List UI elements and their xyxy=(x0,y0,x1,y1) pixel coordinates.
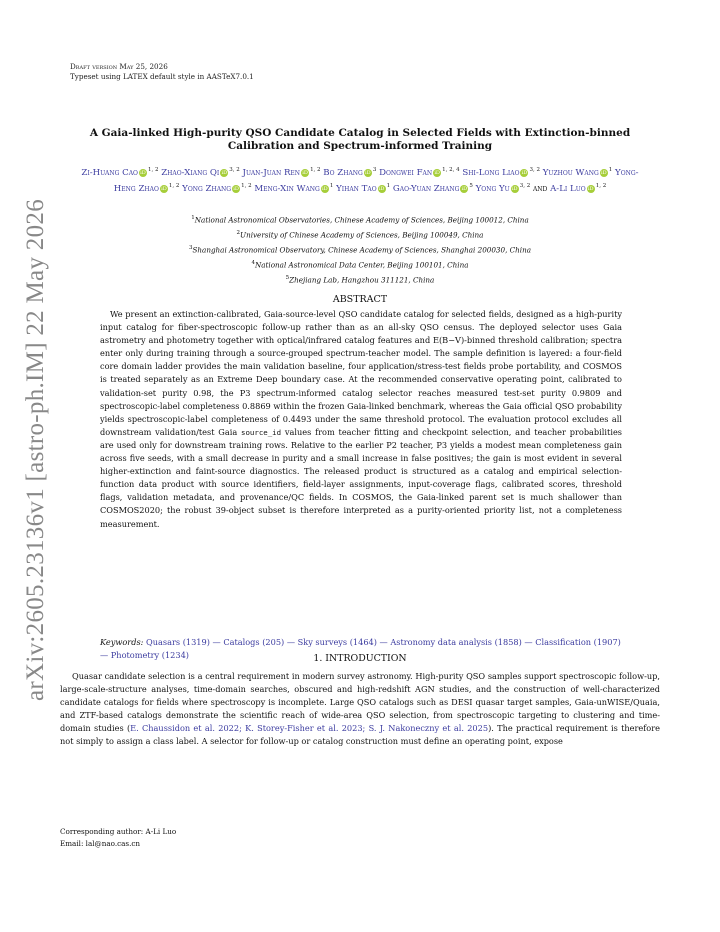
affiliation: $^4$National Astronomical Data Center, Beijing 100101, China xyxy=(251,259,469,270)
author-name[interactable]: Shi-Long Liao xyxy=(462,167,520,178)
keywords-list[interactable]: Quasars (1319) — Catalogs (205) — Sky surveys (1464) — Astronomy data analysis (1858) — Classification (1907) — Photometry (1234) xyxy=(100,637,621,660)
author-name[interactable]: Yihan Tao xyxy=(336,183,377,194)
orcid-icon[interactable]: iD xyxy=(322,185,328,192)
abstract-body xyxy=(100,308,622,531)
intro-paragraph xyxy=(60,670,660,749)
author-name[interactable]: Zhao-Xiang Qi xyxy=(161,167,220,178)
author-name[interactable]: Yong Yu xyxy=(475,183,510,194)
arxiv-stamp: arXiv:2605.23136v1 [astro-ph.IM] 22 May 2026 xyxy=(22,198,49,702)
author-email[interactable]: Email: lal@nao.cas.cn xyxy=(60,839,141,848)
intro-text-a: Quasar candidate selection is a central requirement in modern survey astronomy. High-purity QSO samples support spectroscopic follow-up, large-scale-structure analyses, time-domain searches, obscured and high-redshift AGN studies, and the construction of well-characterized candidate catalogs for fields where spectroscopy is incomplete. Large QSO catalogs such as DESI quasar target samples, Gaia-unWISE/Quaia, and ZTF-based catalogs demonstrate the scientific reach of wide-area QSO selection, from spectroscopic targeting to clustering and time-domain studies ( xyxy=(60,671,660,734)
author-name[interactable]: Gao-Yuan Zhang xyxy=(392,183,460,194)
orcid-icon[interactable]: iD xyxy=(378,185,385,192)
orcid-icon[interactable]: iD xyxy=(434,169,440,176)
orcid-icon[interactable]: iD xyxy=(600,169,607,176)
author-affil-marker: 1 xyxy=(608,167,613,173)
paper-title: A Gaia-linked High-purity QSO Candidate Catalog in Selected Fields with Extinction-binned Calibration and Spectrum-informed Training xyxy=(89,127,631,152)
author-name[interactable]: A-Li Luo xyxy=(550,183,586,194)
author-name[interactable]: Yong Zhang xyxy=(182,183,232,194)
abstract-heading: ABSTRACT xyxy=(332,294,388,305)
orcid-icon[interactable]: iD xyxy=(521,169,528,176)
author-affil-marker: 3, 2 xyxy=(519,182,531,189)
author-affil-marker: 3 xyxy=(372,167,377,173)
corresponding-author: Corresponding author: A-Li Luo xyxy=(60,827,177,836)
abstract-text-2: values from teacher fitting and checkpoint selection, and teacher probabilities are used only for downstream training rows. Relative to the earlier P2 teacher, P3 yields a modest mean completeness gain across five seeds, with a small decrease in purity and a small increase in false positives; the gain is most evident in several higher-extinction and faint-source diagnostics. The released product is structured as a catalog and empirical selection-function data product with source identifiers, field-layer assignments, input-coverage flags, calibrated scores, threshold flags, validation metadata, and provenance/QC fields. In COSMOS, the Gaia-linked parent set is much shallower than COSMOS2020; the robust 39-object subset is therefore interpreted as a purity-oriented priority list, not a completeness measurement. xyxy=(100,426,622,529)
author-affil-marker: 1, 2 xyxy=(147,167,159,173)
author-affil-marker: 5 xyxy=(469,182,473,189)
author-affil-marker: 1, 2 xyxy=(168,182,180,189)
affiliation-list xyxy=(80,212,640,286)
author-affil-marker: 3, 2 xyxy=(229,167,240,173)
author-affil-marker: 1 xyxy=(386,182,391,189)
orcid-icon[interactable]: iD xyxy=(302,169,308,176)
orcid-icon[interactable]: iD xyxy=(587,185,594,192)
draft-version: Draft version May 25, 2026 xyxy=(70,62,168,71)
intro-citations[interactable]: E. Chaussidon et al. 2022; K. Storey-Fisher et al. 2023; S. J. Nakoneczny et al. 2025 xyxy=(130,723,489,734)
author-name[interactable]: Juan-Juan Ren xyxy=(242,167,301,178)
orcid-icon[interactable]: iD xyxy=(233,185,239,192)
orcid-icon[interactable]: iD xyxy=(365,169,371,176)
author-name[interactable]: Zi-Huang Cao xyxy=(81,167,138,178)
author-affil-marker: 3, 2 xyxy=(529,167,540,173)
author-name[interactable]: Meng-Xin Wang xyxy=(254,183,320,194)
author-affil-marker: 1, 2 xyxy=(241,182,252,189)
author-and: and xyxy=(530,183,551,194)
affiliation: $^3$Shanghai Astronomical Observatory, Chinese Academy of Sciences, Shanghai 200030, China xyxy=(188,244,531,255)
typeset-note: Typeset using LATEX default style in AASTeX7.0.1 xyxy=(70,72,254,81)
orcid-icon[interactable]: iD xyxy=(161,185,167,192)
affiliation: $^1$National Astronomical Observatories, Chinese Academy of Sciences, Beijing 100012, China xyxy=(191,215,529,225)
author-affil-marker: 1, 2, 4 xyxy=(442,167,460,173)
author-name[interactable]: Yong-Heng Zhao xyxy=(113,167,639,194)
author-affil-marker: 1, 2 xyxy=(595,182,607,189)
keywords-label: Keywords: xyxy=(100,637,144,647)
affiliation: $^5$Zhejiang Lab, Hangzhou 311121, China xyxy=(285,274,435,284)
section-heading: 1. INTRODUCTION xyxy=(313,653,407,664)
abstract-text-1: We present an extinction-calibrated, Gaia-source-level QSO candidate catalog for selected fields, designed as a high-purity input catalog for fiber-spectroscopic follow-up rather than as an all-sky QSO census. The deployed selector uses Gaia astrometry and photometry together with optical/infrared catalog features and E(B−V)-binned threshold calibration; spectra enter only during training through a source-grouped spectrum-teacher model. The sample definition is layered: a four-field core domain ladder provides the main validation baseline, four application/stress-test fields probe portability, and COSMOS is treated separately as an Extreme Deep boundary case. At the recommended conservative operating point, calibrated to validation-set purity 0.98, the P3 spectrum-informed catalog selector reaches measured test-set purity 0.9809 and spectroscopic-label completeness 0.8869 within the frozen Gaia-linked benchmark, whereas the Gaia official QSO probability yields spectroscopic-label completeness of 0.4493 under the same threshold protocol. The evaluation protocol excludes all downstream validation/test Gaia xyxy=(100,309,622,437)
orcid-icon[interactable]: iD xyxy=(140,169,146,176)
intro-text-b: ). The practical requirement is therefore not simply to assign a class label. A selector for follow-up or catalog construction must define an operating point, expose xyxy=(60,723,660,747)
affiliation: $^2$University of Chinese Academy of Sciences, Beijing 100049, China xyxy=(236,229,484,240)
author-affil-marker: 1, 2 xyxy=(310,167,321,173)
orcid-icon[interactable]: iD xyxy=(511,185,518,192)
author-name[interactable]: Dongwei Fan xyxy=(379,167,433,178)
author-list xyxy=(80,164,640,196)
abstract-code: source_id xyxy=(241,427,282,437)
author-affil-marker: 1 xyxy=(329,182,334,189)
running-header xyxy=(70,62,254,82)
author-name[interactable]: Yuzhou Wang xyxy=(542,167,599,178)
author-name[interactable]: Bo Zhang xyxy=(323,167,363,178)
orcid-icon[interactable]: iD xyxy=(221,169,228,176)
orcid-icon[interactable]: iD xyxy=(461,185,468,192)
footnote xyxy=(60,826,176,850)
